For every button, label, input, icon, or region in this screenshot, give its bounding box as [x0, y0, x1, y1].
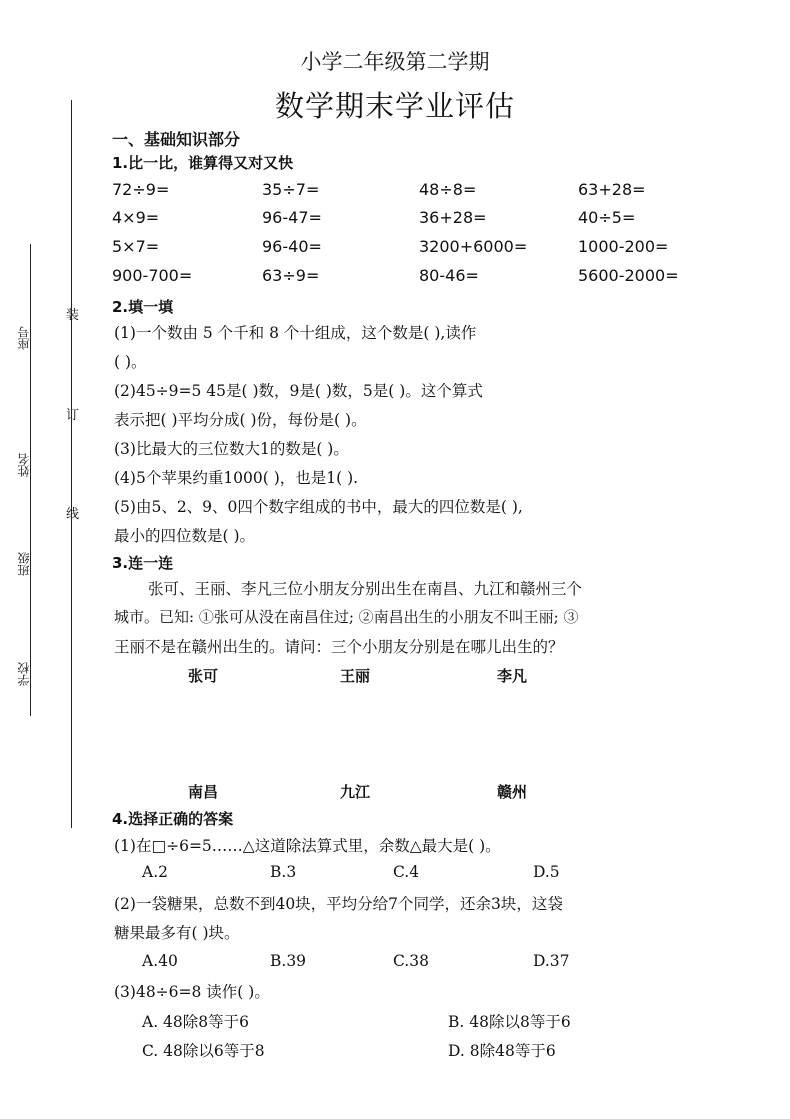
q2-line: (4)5个苹果约重1000( )，也是1( ).	[114, 469, 359, 487]
binding-char-zhuang: 装	[66, 308, 80, 323]
option-d: D. 8除48等于6	[448, 1042, 556, 1060]
binding-char-xian: 线	[66, 507, 80, 522]
q2-line: ( )。	[114, 353, 147, 371]
q4-stem: (1)在□÷6=5……△这道除法算式里，余数△最大是( )。	[114, 837, 501, 855]
q4-stem: (2)一袋糖果，总数不到40块，平均分给7个同学，还余3块，这袋	[114, 895, 563, 913]
calc-item: 900-700=	[112, 266, 193, 285]
option-b: B. 48除以8等于6	[448, 1013, 571, 1031]
person-name: 李凡	[497, 667, 528, 685]
q3-line: 城市。已知: ①张可从没在南昌住过; ②南昌出生的小朋友不叫王丽; ③	[114, 608, 579, 626]
calc-item: 96-40=	[262, 237, 322, 256]
calc-item: 35÷7=	[262, 180, 320, 199]
option-c: C. 48除以6等于8	[142, 1042, 265, 1060]
q3-line: 张可、王丽、李凡三位小朋友分别出生在南昌、九江和赣州三个	[148, 580, 583, 598]
q3-heading: 3.连一连	[112, 554, 174, 572]
q2-line: (1)一个数由 5 个千和 8 个十组成，这个数是( ),读作	[114, 324, 477, 342]
q2-line: 最小的四位数是( )。	[114, 527, 256, 545]
q4-stem: 糖果最多有( )块。	[114, 924, 240, 942]
option-c: C.38	[393, 952, 429, 970]
calc-item: 63+28=	[578, 180, 646, 199]
calc-item: 5×7=	[112, 237, 160, 256]
option-a: A.2	[142, 863, 168, 881]
calc-item: 80-46=	[419, 266, 479, 285]
city-name: 赣州	[497, 783, 528, 801]
q2-line: 表示把( )平均分成( )份，每份是( )。	[114, 411, 367, 429]
school-label: 学校	[17, 662, 31, 686]
calc-item: 5600-2000=	[578, 266, 679, 285]
binding-line	[71, 100, 72, 828]
q2-line: (2)45÷9=5 45是( )数，9是( )数，5是( )。这个算式	[114, 382, 483, 400]
info-line	[30, 244, 31, 716]
option-a: A. 48除8等于6	[142, 1013, 249, 1031]
option-b: B.39	[270, 952, 307, 970]
option-d: D.5	[533, 863, 560, 881]
city-name: 九江	[340, 783, 371, 801]
calc-item: 48÷8=	[419, 180, 477, 199]
calc-item: 40÷5=	[578, 208, 636, 227]
seat-number-label: 座号	[17, 326, 31, 350]
exam-title: 数学期末学业评估	[274, 89, 515, 123]
calc-item: 72÷9=	[112, 180, 170, 199]
name-label: 姓名	[17, 453, 31, 477]
calc-item: 1000-200=	[578, 237, 669, 256]
option-d: D.37	[533, 952, 570, 970]
person-name: 张可	[188, 667, 219, 685]
binding-char-ding: 订	[66, 408, 80, 423]
calc-item: 4×9=	[112, 208, 160, 227]
q4-heading: 4.选择正确的答案	[112, 810, 234, 828]
q2-line: (3)比最大的三位数大1的数是( )。	[114, 440, 349, 458]
q3-line: 王丽不是在赣州出生的。请问：三个小朋友分别是在哪儿出生的？	[114, 638, 564, 656]
q4-stem: (3)48÷6=8 读作( )。	[114, 983, 270, 1001]
calc-item: 63÷9=	[262, 266, 320, 285]
option-b: B.3	[270, 863, 297, 881]
calc-item: 36+28=	[419, 208, 487, 227]
class-label: 班级	[17, 552, 31, 576]
option-a: A.40	[142, 952, 178, 970]
calc-item: 3200+6000=	[419, 237, 528, 256]
calc-item: 96-47=	[262, 208, 322, 227]
q2-line: (5)由5、2、9、0四个数字组成的书中，最大的四位数是( ),	[114, 498, 523, 516]
person-name: 王丽	[340, 667, 371, 685]
option-c: C.4	[393, 863, 420, 881]
exam-subtitle: 小学二年级第二学期	[300, 50, 490, 74]
q1-heading: 1.比一比，谁算得又对又快	[112, 154, 294, 172]
city-name: 南昌	[188, 783, 219, 801]
section-heading: 一、基础知识部分	[112, 130, 241, 149]
q2-heading: 2.填一填	[112, 298, 174, 316]
